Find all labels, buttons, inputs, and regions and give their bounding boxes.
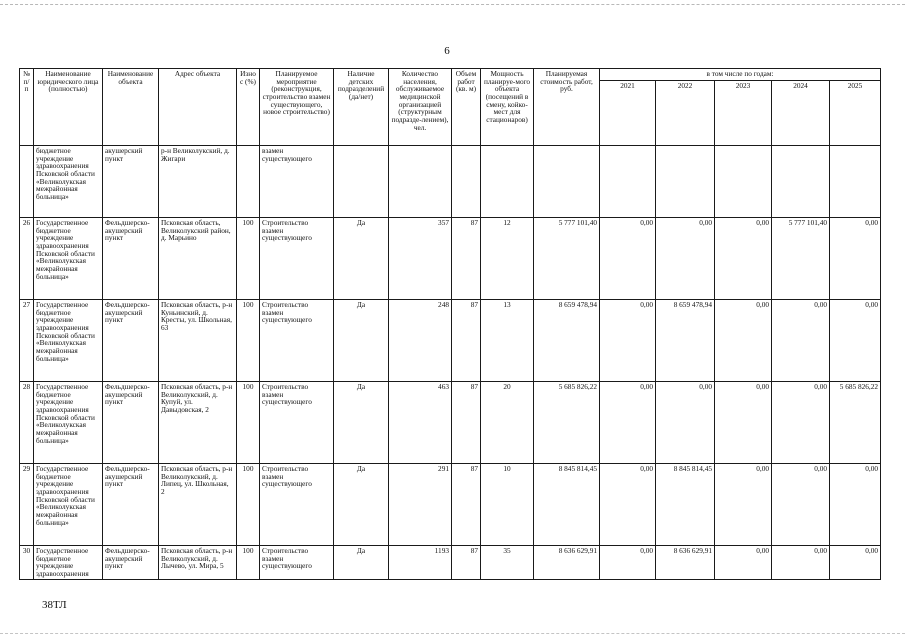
cell-kids: Да bbox=[334, 218, 389, 300]
cell-y2022: 0,00 bbox=[656, 218, 715, 300]
header-num: № п/п bbox=[20, 69, 34, 146]
cell-address: р-н Великолукский, д. Жигари bbox=[159, 146, 237, 218]
cell-y2021: 0,00 bbox=[600, 464, 656, 546]
cell-cost: 5 777 101,40 bbox=[534, 218, 600, 300]
cell-org: бюджетное учреждение здравоохранения Псковской области «Великолукская межрайонная больница» bbox=[34, 146, 103, 218]
footer-code: 38ТЛ bbox=[42, 599, 67, 611]
table-row bbox=[20, 218, 881, 300]
cell-y2022 bbox=[656, 146, 715, 218]
cell-y2023: 0,00 bbox=[715, 546, 772, 580]
cell-measure: Строительство взамен существующего bbox=[260, 464, 334, 546]
cell-address: Псковская область, р-н Куньинский, д. Кресты, ул. Школьная, 63 bbox=[159, 300, 237, 382]
header-capacity: Мощность планируе-мого объекта (посещений в смену, койко-мест для стационаров) bbox=[481, 69, 534, 146]
cell-object: Фельдшерско-акушерский пункт bbox=[103, 464, 159, 546]
cell-object: Фельдшерско-акушерский пункт bbox=[103, 218, 159, 300]
cell-kids: Да bbox=[334, 546, 389, 580]
table-row bbox=[20, 300, 881, 382]
table-row bbox=[20, 382, 881, 464]
cell-capacity: 12 bbox=[481, 218, 534, 300]
cell-org: Государственное бюджетное учреждение здравоохранения Псковской области «Великолукская межрайонная больница» bbox=[34, 464, 103, 546]
cell-kids: Да bbox=[334, 300, 389, 382]
cell-volume: 87 bbox=[452, 464, 481, 546]
cell-y2024: 0,00 bbox=[772, 464, 830, 546]
cell-cost: 8 845 814,45 bbox=[534, 464, 600, 546]
cell-y2024 bbox=[772, 146, 830, 218]
cell-cost: 8 659 478,94 bbox=[534, 300, 600, 382]
header-measure: Планируемое мероприятие (реконструкция, строительство взамен существующего, новое строительство) bbox=[260, 69, 334, 146]
cell-num: 28 bbox=[20, 382, 34, 464]
header-org: Наименование юридического лица (полностью) bbox=[34, 69, 103, 146]
header-volume: Объем работ (кв. м) bbox=[452, 69, 481, 146]
cell-y2023 bbox=[715, 146, 772, 218]
cell-num: 29 bbox=[20, 464, 34, 546]
cell-wear: 100 bbox=[237, 218, 260, 300]
cell-object: Фельдшерско-акушерский пункт bbox=[103, 546, 159, 580]
cell-object: акушерский пункт bbox=[103, 146, 159, 218]
cell-num: 26 bbox=[20, 218, 34, 300]
cell-y2024: 0,00 bbox=[772, 382, 830, 464]
cell-population: 1193 bbox=[389, 546, 452, 580]
cell-y2022: 8 636 629,91 bbox=[656, 546, 715, 580]
header-year-2021: 2021 bbox=[600, 81, 656, 146]
cell-population: 463 bbox=[389, 382, 452, 464]
cell-y2021: 0,00 bbox=[600, 382, 656, 464]
cell-capacity: 20 bbox=[481, 382, 534, 464]
cell-population: 248 bbox=[389, 300, 452, 382]
header-wear: Износ (%) bbox=[237, 69, 260, 146]
cell-capacity bbox=[481, 146, 534, 218]
cell-address: Псковская область, Великолукский район, д. Марьино bbox=[159, 218, 237, 300]
cell-population: 357 bbox=[389, 218, 452, 300]
cell-org: Государственное бюджетное учреждение здравоохранения Псковской области «Великолукская межрайонная больница» bbox=[34, 300, 103, 382]
cell-num: 30 bbox=[20, 546, 34, 580]
table-row-continuation bbox=[20, 146, 881, 218]
header-year-2025: 2025 bbox=[830, 81, 881, 146]
header-cost: Планируемая стоимость работ, руб. bbox=[534, 69, 600, 146]
cell-org: Государственное бюджетное учреждение здравоохранения bbox=[34, 546, 103, 580]
header-year-2024: 2024 bbox=[772, 81, 830, 146]
cell-measure: Строительство взамен существующего bbox=[260, 382, 334, 464]
cell-measure: Строительство взамен существующего bbox=[260, 300, 334, 382]
scan-edge-bottom bbox=[0, 633, 905, 634]
cell-y2021 bbox=[600, 146, 656, 218]
cell-cost: 5 685 826,22 bbox=[534, 382, 600, 464]
table-row bbox=[20, 546, 881, 580]
cell-y2024: 0,00 bbox=[772, 546, 830, 580]
cell-kids: Да bbox=[334, 382, 389, 464]
table-row bbox=[20, 464, 881, 546]
cell-y2023: 0,00 bbox=[715, 300, 772, 382]
cell-wear: 100 bbox=[237, 382, 260, 464]
cell-kids: Да bbox=[334, 464, 389, 546]
cell-capacity: 35 bbox=[481, 546, 534, 580]
cell-volume: 87 bbox=[452, 218, 481, 300]
cell-wear: 100 bbox=[237, 546, 260, 580]
cell-num: 27 bbox=[20, 300, 34, 382]
cell-measure: взамен существующего bbox=[260, 146, 334, 218]
header-year-2023: 2023 bbox=[715, 81, 772, 146]
cell-y2024: 0,00 bbox=[772, 300, 830, 382]
cell-y2022: 0,00 bbox=[656, 382, 715, 464]
cell-y2025: 0,00 bbox=[830, 464, 881, 546]
facilities-table bbox=[19, 68, 881, 580]
cell-wear: 100 bbox=[237, 464, 260, 546]
cell-org: Государственное бюджетное учреждение здравоохранения Псковской области «Великолукская межрайонная больница» bbox=[34, 382, 103, 464]
cell-y2025: 0,00 bbox=[830, 546, 881, 580]
cell-y2022: 8 659 478,94 bbox=[656, 300, 715, 382]
header-object: Наименование объекта bbox=[103, 69, 159, 146]
cell-y2021: 0,00 bbox=[600, 300, 656, 382]
cell-volume: 87 bbox=[452, 300, 481, 382]
cell-measure: Строительство взамен существующего bbox=[260, 218, 334, 300]
cell-address: Псковская область, р-н Великолукский, д. Лычево, ул. Мира, 5 bbox=[159, 546, 237, 580]
header-year-2022: 2022 bbox=[656, 81, 715, 146]
cell-population bbox=[389, 146, 452, 218]
cell-cost bbox=[534, 146, 600, 218]
cell-population: 291 bbox=[389, 464, 452, 546]
cell-y2025: 0,00 bbox=[830, 218, 881, 300]
cell-address: Псковская область, р-н Великолукский, д. Купуй, ул. Давыдовская, 2 bbox=[159, 382, 237, 464]
cell-measure: Строительство взамен существующего bbox=[260, 546, 334, 580]
cell-address: Псковская область, р-н Великолукский, д. Липец, ул. Школьная, 2 bbox=[159, 464, 237, 546]
cell-y2021: 0,00 bbox=[600, 218, 656, 300]
cell-y2025: 5 685 826,22 bbox=[830, 382, 881, 464]
header-population: Количество населения, обслуживаемое медицинской организацией (структурным подразде-лением), чел. bbox=[389, 69, 452, 146]
cell-volume: 87 bbox=[452, 546, 481, 580]
cell-y2022: 8 845 814,45 bbox=[656, 464, 715, 546]
header-years-group: в том числе по годам: bbox=[600, 69, 881, 81]
cell-cost: 8 636 629,91 bbox=[534, 546, 600, 580]
cell-volume: 87 bbox=[452, 382, 481, 464]
cell-y2023: 0,00 bbox=[715, 464, 772, 546]
cell-volume bbox=[452, 146, 481, 218]
cell-kids bbox=[334, 146, 389, 218]
page-number: 6 bbox=[444, 45, 450, 57]
header-kids: Наличие детских подразделений (да/нет) bbox=[334, 69, 389, 146]
cell-object: Фельдшерско-акушерский пункт bbox=[103, 382, 159, 464]
cell-capacity: 13 bbox=[481, 300, 534, 382]
cell-y2025: 0,00 bbox=[830, 300, 881, 382]
cell-object: Фельдшерско-акушерский пункт bbox=[103, 300, 159, 382]
scan-edge-top bbox=[0, 4, 905, 5]
header-address: Адрес объекта bbox=[159, 69, 237, 146]
cell-num bbox=[20, 146, 34, 218]
cell-y2021: 0,00 bbox=[600, 546, 656, 580]
cell-wear bbox=[237, 146, 260, 218]
cell-y2023: 0,00 bbox=[715, 382, 772, 464]
cell-y2025 bbox=[830, 146, 881, 218]
cell-wear: 100 bbox=[237, 300, 260, 382]
cell-y2024: 5 777 101,40 bbox=[772, 218, 830, 300]
cell-capacity: 10 bbox=[481, 464, 534, 546]
cell-y2023: 0,00 bbox=[715, 218, 772, 300]
cell-org: Государственное бюджетное учреждение здравоохранения Псковской области «Великолукская межрайонная больница» bbox=[34, 218, 103, 300]
